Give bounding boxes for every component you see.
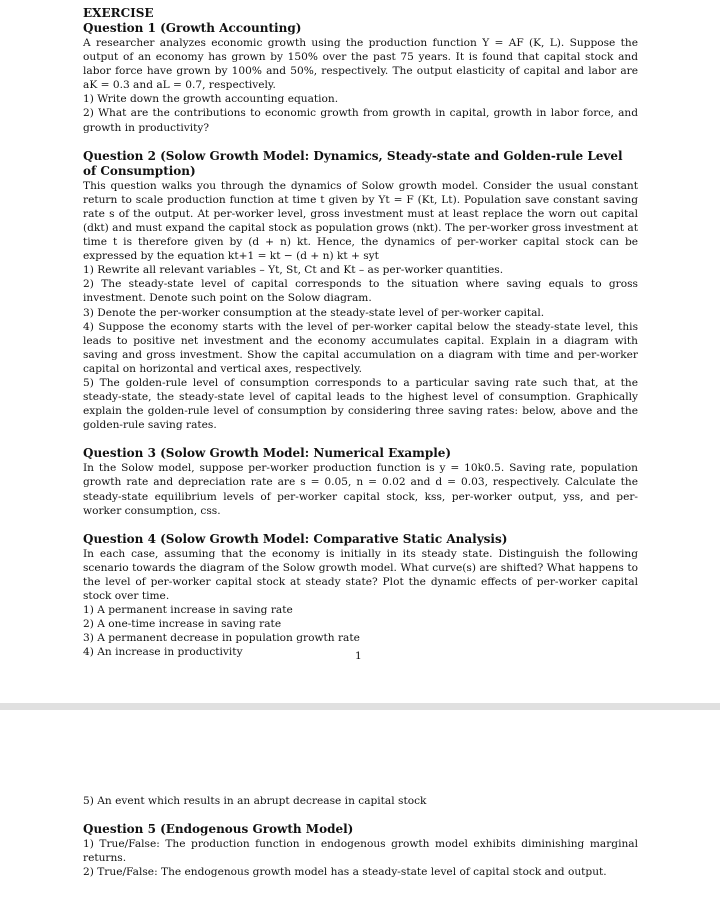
question-2-item: 5) The golden-rule level of consumption corresponds to a particular saving rate such that, at the steady-state, the steady-state level of capital leads to the highest level of consumption. Graphically explain the golden-rule level of consumption by considering three saving rates: below, above and the golden-rule saving rates. <box>83 376 638 432</box>
question-4-item: 4) An increase in productivity <box>83 646 243 659</box>
question-5-item: 1) True/False: The production function in endogenous growth model exhibits diminishing marginal returns. <box>83 838 638 865</box>
question-2-item: 3) Denote the per-worker consumption at the steady-state level of per-worker capital. <box>83 306 545 319</box>
page-separator <box>0 703 720 710</box>
question-4-item: 5) An event which results in an abrupt decrease in capital stock <box>83 795 427 807</box>
page-2-content <box>83 794 638 879</box>
question-2-item: 2) The steady-state level of capital corresponds to the situation where saving equals to gross investment. Denote such point on the Solow diagram. <box>83 278 638 305</box>
question-1-item: 1) Write down the growth accounting equation. <box>83 93 339 106</box>
page-number: 1 <box>355 650 362 662</box>
question-3-section <box>83 461 638 517</box>
question-4-body: In each case, assuming that the economy is initially in its steady state. Distinguish the following scenario towards the diagram of the Solow growth model. What curve(s) are shifted? What happens to the level of per-worker capital stock at steady state? Plot the dynamic effects of per-worker capital stock over time. <box>83 547 638 602</box>
question-2-section <box>83 179 638 433</box>
question-2-item: 1) Rewrite all relevant variables – Yt, St, Ct and Kt – as per-worker quantities. <box>83 264 504 277</box>
question-4-section <box>83 547 638 660</box>
page-1-content <box>83 6 638 659</box>
question-4-item: 3) A permanent decrease in population growth rate <box>83 632 360 645</box>
question-1-item: 2) What are the contributions to economic growth from growth in capital, growth in labor force, and growth in productivity? <box>83 107 638 134</box>
question-4-heading: Question 4 (Solow Growth Model: Comparative Static Analysis) <box>83 531 508 546</box>
question-4-item: 2) A one-time increase in saving rate <box>83 618 282 631</box>
question-4-item-continued <box>83 794 638 808</box>
document-page-2 <box>0 710 720 918</box>
question-1-heading: Question 1 (Growth Accounting) <box>83 21 302 35</box>
question-1-body: A researcher analyzes economic growth using the production function Y = AF (K, L). Suppose the output of an economy has grown by 150% over the past 75 years. It is found that capital stock and labor force have grown by 100% and 50%, respectively. The output elasticity of capital and labor are aK = 0.3 and aL = 0.7, respectively. <box>83 37 638 92</box>
exercise-title: EXERCISE <box>83 6 154 20</box>
question-3-heading: Question 3 (Solow Growth Model: Numerical Example) <box>83 446 452 461</box>
question-4-item: 1) A permanent increase in saving rate <box>83 604 293 617</box>
question-1-section <box>83 36 638 135</box>
question-2-body: This question walks you through the dynamics of Solow growth model. Consider the usual constant return to scale production function at time t given by Yt = F (Kt, Lt). Population save constant saving rate s of the output. At per-worker level, gross investment must at least replace the worn out capital (dkt) and must expand the capital stock as population grows (nkt). The per-worker gross investment at time t is therefore given by (d + n) kt. Hence, the dynamics of per-worker capital stock can be expressed by the equation kt+1 = kt − (d + n) kt + syt <box>83 179 638 263</box>
question-5-item: 2) True/False: The endogenous growth model has a steady-state level of capital stock and output. <box>83 866 607 879</box>
question-5-heading: Question 5 (Endogenous Growth Model) <box>83 822 354 837</box>
question-2-item: 4) Suppose the economy starts with the level of per-worker capital below the steady-state level, this leads to positive net investment and the economy accumulates capital. Explain in a diagram with saving and gross investment. Show the capital accumulation on a diagram with time and per-worker capital on horizontal and vertical axes, respectively. <box>83 320 638 375</box>
question-5-section <box>83 837 638 879</box>
question-2-heading: Question 2 (Solow Growth Model: Dynamics, Steady-state and Golden-rule Level of Consumption) <box>83 148 623 178</box>
question-3-body: In the Solow model, suppose per-worker production function is y = 10k0.5. Saving rate, population growth rate and depreciation rate are s = 0.05, n = 0.02 and d = 0.03, respectively. Calculate the steady-state equilibrium levels of per-worker capital stock, kss, per-worker output, yss, and per-worker consumption, css. <box>83 462 638 517</box>
